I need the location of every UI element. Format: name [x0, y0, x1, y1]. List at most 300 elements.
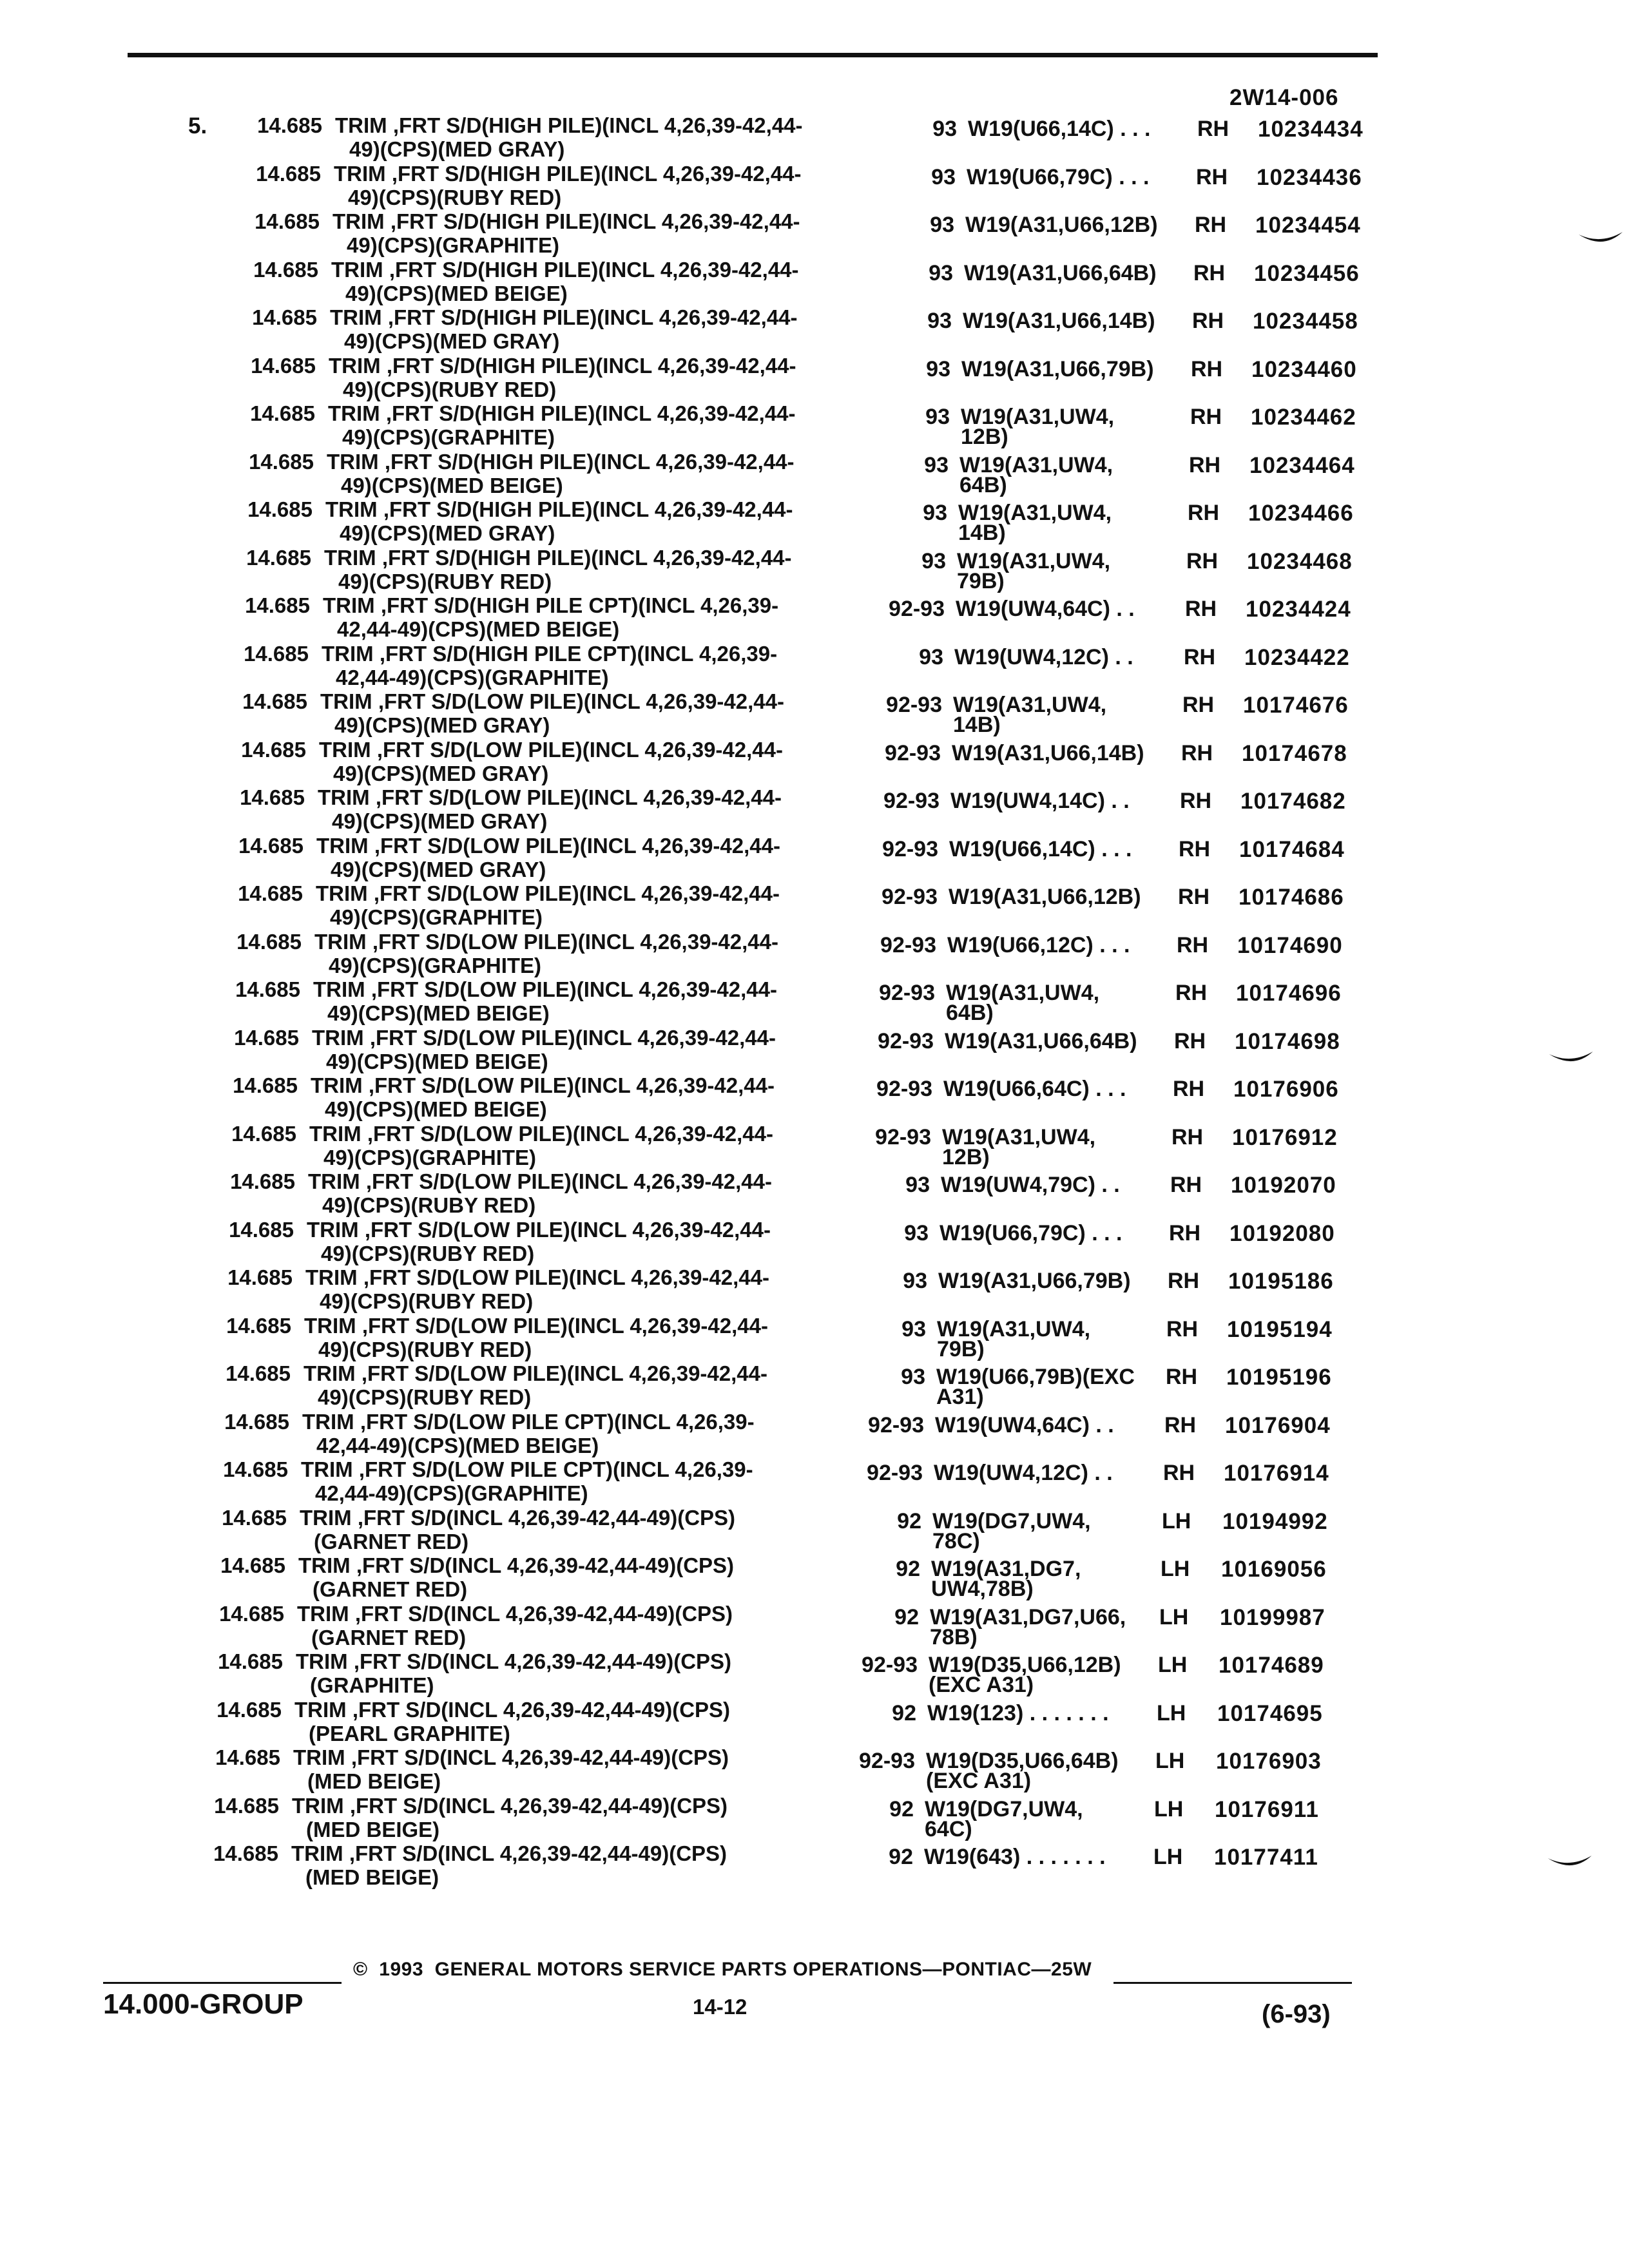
part-description [305, 1265, 847, 1313]
part-description [300, 1506, 841, 1553]
usage-line: (EXC A31) [929, 1673, 1034, 1697]
group-number: 14.685 [236, 929, 302, 954]
description-line: 42,44-49)(CPS)(MED BEIGE) [337, 617, 620, 641]
model-usage [965, 213, 1197, 237]
model-usage [931, 1557, 1163, 1601]
side-code: RH [1164, 1412, 1197, 1437]
side-code: RH [1179, 836, 1211, 861]
model-year: 93 [931, 164, 956, 189]
group-number: 14.685 [257, 113, 322, 137]
parts-row [0, 785, 1612, 834]
parts-row [0, 1553, 1592, 1602]
description-line: 49)(CPS)(GRAPHITE) [329, 953, 542, 977]
part-description [297, 1602, 838, 1649]
part-number: 10234434 [1258, 117, 1364, 142]
side-code: RH [1169, 1220, 1201, 1245]
part-number: 10176911 [1215, 1796, 1319, 1822]
side-code: RH [1171, 1124, 1204, 1149]
side-code: LH [1155, 1749, 1185, 1773]
part-number: 10174684 [1239, 836, 1345, 862]
part-description [302, 1410, 843, 1457]
description-line: 49)(CPS)(RUBY RED) [343, 377, 557, 401]
part-number: 10199987 [1220, 1604, 1325, 1630]
usage-line: W19(643) . . . . . . . [924, 1845, 1106, 1869]
copyright-line: © 1993 GENERAL MOTORS SERVICE PARTS OPERATIONS—PONTIAC—25W [353, 1959, 1092, 1980]
usage-line: W19(A31,UW4, [957, 548, 1111, 573]
description-line: 49)(CPS)(GRAPHITE) [330, 905, 543, 929]
usage-line: W19(A31,DG7,U66, [930, 1604, 1126, 1629]
description-line: TRIM ,FRT S/D(HIGH PILE)(INCL 4,26,39-42,44- [330, 305, 798, 329]
usage-line: W19(A31,UW4, [937, 1316, 1091, 1341]
side-code: RH [1173, 1077, 1205, 1101]
side-code: LH [1158, 1653, 1188, 1677]
model-year: 93 [925, 405, 950, 429]
usage-line: W19(DG7,UW4, [925, 1796, 1083, 1821]
side-code: RH [1185, 597, 1217, 621]
parts-row [0, 258, 1625, 306]
description-line: 49)(CPS)(RUBY RED) [338, 569, 552, 593]
model-year: 92 [897, 1508, 921, 1533]
description-line: 49)(CPS)(MED BEIGE) [345, 281, 568, 305]
group-number: 14.685 [222, 1505, 287, 1530]
parts-row [0, 1841, 1585, 1890]
group-number: 14.685 [242, 689, 307, 713]
side-code: RH [1196, 164, 1228, 189]
usage-line: 14B) [958, 521, 1006, 545]
description-line: 49)(CPS)(GRAPHITE) [323, 1145, 537, 1169]
part-description [327, 450, 868, 497]
part-number: 10177411 [1214, 1845, 1318, 1870]
model-year: 93 [919, 644, 943, 669]
description-line: 49)(CPS)(MED GRAY) [340, 521, 555, 545]
side-code: LH [1159, 1604, 1189, 1629]
side-code: RH [1189, 452, 1221, 477]
model-year: 92-93 [882, 885, 938, 909]
description-line: 49)(CPS)(MED GRAY) [334, 713, 550, 737]
model-year: 93 [926, 356, 950, 381]
description-line: 49)(CPS)(RUBY RED) [348, 185, 562, 209]
margin-mark [1577, 231, 1624, 247]
parts-row [0, 1169, 1602, 1218]
model-usage [949, 885, 1181, 909]
part-description [311, 1073, 852, 1121]
description-line: 49)(CPS)(MED BEIGE) [325, 1097, 547, 1121]
model-year: 92-93 [885, 740, 941, 765]
usage-line: W19(D35,U66,64B) [926, 1749, 1119, 1773]
model-usage [926, 1749, 1158, 1793]
parts-row [0, 930, 1608, 978]
parts-row [0, 1745, 1587, 1794]
group-number: 14.685 [241, 737, 306, 762]
description-line: TRIM ,FRT S/D(LOW PILE)(INCL 4,26,39-42,44- [320, 689, 784, 713]
group-number: 14.685 [255, 209, 320, 233]
parts-row [0, 1361, 1597, 1410]
side-code: RH [1184, 644, 1216, 669]
usage-line: 14B) [953, 713, 1001, 737]
part-description [316, 834, 858, 881]
parts-row [0, 1265, 1599, 1314]
parts-row [0, 834, 1610, 882]
model-usage [929, 1653, 1161, 1697]
group-number: 14.685 [227, 1265, 293, 1289]
description-line: TRIM ,FRT S/D(LOW PILE CPT)(INCL 4,26,39- [302, 1409, 755, 1434]
part-description [298, 1553, 840, 1601]
usage-line: A31) [936, 1385, 984, 1409]
part-number: 10234424 [1246, 597, 1351, 622]
part-number: 10195194 [1227, 1316, 1333, 1342]
part-description [291, 1841, 833, 1889]
description-line: TRIM ,FRT S/D(LOW PILE)(INCL 4,26,39-42,44- [307, 1217, 771, 1242]
part-number: 10174695 [1217, 1700, 1323, 1726]
group-number: 14.685 [235, 977, 300, 1001]
usage-line: 78C) [932, 1528, 980, 1553]
part-number: 10169056 [1221, 1557, 1327, 1582]
model-usage [964, 262, 1196, 285]
part-number: 10194992 [1222, 1508, 1328, 1534]
part-number: 10234436 [1257, 164, 1362, 190]
model-usage [934, 1461, 1166, 1485]
description-line: 49)(CPS)(RUBY RED) [321, 1241, 535, 1265]
model-usage [927, 1702, 1159, 1725]
usage-line: W19(A31,UW4, [953, 693, 1107, 717]
model-usage [954, 646, 1186, 669]
description-line: 49)(CPS)(RUBY RED) [322, 1193, 536, 1217]
group-number: 14.685 [215, 1745, 280, 1769]
model-usage [942, 1126, 1174, 1169]
description-line: 42,44-49)(CPS)(GRAPHITE) [336, 665, 609, 689]
part-number: 10234466 [1248, 501, 1354, 526]
part-number: 10234464 [1249, 452, 1355, 478]
model-year: 92 [894, 1604, 919, 1629]
description-line: TRIM ,FRT S/D(HIGH PILE CPT)(INCL 4,26,39- [322, 641, 778, 666]
parts-row [0, 1794, 1586, 1842]
usage-line: W19(UW4,64C) . . [935, 1412, 1114, 1437]
model-usage [950, 789, 1182, 813]
part-number: 10234458 [1253, 309, 1358, 334]
model-year: 92-93 [880, 932, 936, 957]
part-description [309, 1122, 851, 1169]
model-year: 92-93 [868, 1412, 924, 1437]
model-usage [947, 934, 1179, 957]
parts-list [0, 113, 1629, 1890]
page-number: 14-12 [693, 1995, 747, 2019]
part-description [301, 1457, 842, 1505]
group-number: 14.685 [231, 1121, 296, 1146]
part-number: 10234422 [1244, 644, 1350, 670]
group-number: 14.685 [253, 257, 318, 282]
usage-line: W19(123) . . . . . . . [927, 1700, 1109, 1725]
part-description [333, 209, 874, 257]
usage-line: W19(A31,U66,12B) [949, 885, 1141, 909]
side-code: RH [1177, 932, 1209, 957]
description-line: TRIM ,FRT S/D(HIGH PILE)(INCL 4,26,39-42,44- [324, 545, 792, 570]
model-usage [930, 1606, 1162, 1649]
side-code: RH [1166, 1365, 1198, 1389]
part-number: 10174678 [1242, 740, 1347, 766]
part-description [331, 258, 872, 305]
usage-line: W19(A31,U66,64B) [945, 1028, 1137, 1053]
model-year: 92-93 [876, 1077, 932, 1101]
parts-row [0, 546, 1618, 594]
part-description [314, 930, 856, 977]
usage-line: W19(D35,U66,12B) [929, 1653, 1121, 1677]
model-usage [940, 1222, 1171, 1245]
description-line: TRIM ,FRT S/D(INCL 4,26,39-42,44-49)(CPS) [297, 1601, 733, 1626]
description-line: TRIM ,FRT S/D(LOW PILE)(INCL 4,26,39-42,44- [309, 1121, 773, 1146]
part-description [334, 162, 875, 209]
usage-line: W19(A31,U66,79B) [961, 356, 1154, 381]
usage-line: W19(UW4,79C) . . [941, 1173, 1120, 1197]
side-code: RH [1197, 117, 1229, 141]
model-year: 92-93 [879, 981, 935, 1005]
model-usage [956, 597, 1188, 621]
model-usage [958, 501, 1190, 545]
part-number: 10176912 [1232, 1124, 1338, 1150]
description-line: TRIM ,FRT S/D(LOW PILE CPT)(INCL 4,26,39- [301, 1457, 753, 1481]
parts-row [0, 1314, 1598, 1362]
side-code: RH [1182, 693, 1215, 717]
model-year: 93 [901, 1316, 926, 1341]
usage-line: W19(A31,U66,14B) [952, 740, 1144, 765]
part-description [304, 1314, 845, 1361]
description-line: 42,44-49)(CPS)(GRAPHITE) [315, 1481, 588, 1505]
usage-line: W19(UW4,64C) . . [956, 597, 1135, 621]
usage-line: W19(A31,DG7, [931, 1557, 1081, 1581]
group-number: 14.685 [234, 1025, 299, 1050]
group-number: 14.685 [245, 593, 310, 617]
parts-row [0, 113, 1629, 162]
usage-line: W19(A31,U66,12B) [965, 213, 1158, 237]
side-code: LH [1162, 1508, 1191, 1533]
side-code: RH [1195, 213, 1227, 237]
description-line: 49)(CPS)(MED GRAY) [344, 329, 560, 353]
part-description [316, 881, 857, 929]
description-line: 49)(CPS)(GRAPHITE) [347, 233, 560, 257]
usage-line: 64B) [946, 1001, 994, 1025]
description-line: 49)(CPS)(MED GRAY) [333, 761, 549, 785]
description-line: TRIM ,FRT S/D(LOW PILE)(INCL 4,26,39-42,44- [311, 1073, 775, 1097]
usage-line: W19(A31,UW4, [946, 981, 1100, 1005]
part-number: 10192080 [1229, 1220, 1335, 1246]
model-year: 92-93 [883, 789, 940, 813]
model-usage [952, 742, 1184, 765]
usage-line: W19(U66,14C) . . . [968, 117, 1151, 141]
description-line: TRIM ,FRT S/D(LOW PILE)(INCL 4,26,39-42,44- [316, 833, 780, 858]
model-usage [963, 309, 1195, 333]
model-year: 92 [889, 1796, 914, 1821]
parts-row [0, 1457, 1595, 1506]
group-number: 14.685 [246, 545, 311, 570]
usage-line: W19(A31,UW4, [961, 405, 1115, 429]
usage-line: 79B) [957, 568, 1005, 593]
description-line: TRIM ,FRT S/D(HIGH PILE CPT)(INCL 4,26,39- [323, 593, 779, 617]
model-year: 92-93 [886, 693, 942, 717]
model-year: 92-93 [875, 1124, 931, 1149]
usage-line: W19(UW4,12C) . . [954, 644, 1133, 669]
side-code: RH [1188, 501, 1220, 525]
model-usage [924, 1845, 1156, 1869]
description-line: TRIM ,FRT S/D(INCL 4,26,39-42,44-49)(CPS) [291, 1841, 728, 1865]
description-line: 49)(CPS)(RUBY RED) [318, 1385, 532, 1409]
description-line: (GARNET RED) [311, 1625, 467, 1649]
usage-line: UW4,78B) [931, 1577, 1034, 1601]
group-number: 14.685 [213, 1841, 278, 1865]
group-number: 14.685 [224, 1409, 289, 1434]
model-year: 93 [924, 452, 949, 477]
parts-row [0, 977, 1607, 1026]
part-number: 10195196 [1226, 1365, 1332, 1390]
group-number: 14.685 [249, 449, 314, 474]
description-line: TRIM ,FRT S/D(HIGH PILE)(INCL 4,26,39-42,44- [333, 209, 800, 233]
model-usage [949, 838, 1181, 861]
usage-line: W19(A31,U66,14B) [963, 309, 1155, 333]
model-year: 92-93 [882, 836, 938, 861]
model-usage [943, 1077, 1175, 1101]
usage-line: 12B) [961, 425, 1008, 449]
group-label: 14.000-GROUP [103, 1988, 304, 2020]
description-line: TRIM ,FRT S/D(HIGH PILE)(INCL 4,26,39-42,44- [325, 497, 793, 521]
group-number: 14.685 [251, 353, 316, 378]
model-year: 93 [921, 548, 946, 573]
description-line: 49)(CPS)(MED BEIGE) [326, 1049, 548, 1073]
part-description [304, 1361, 845, 1409]
usage-line: (EXC A31) [926, 1769, 1032, 1793]
description-line: TRIM ,FRT S/D(LOW PILE)(INCL 4,26,39-42,44- [313, 977, 777, 1001]
model-usage [961, 405, 1193, 449]
side-code: RH [1174, 1028, 1206, 1053]
part-number: 10195186 [1228, 1269, 1334, 1294]
usage-line: W19(U66,12C) . . . [947, 932, 1130, 957]
side-code: RH [1163, 1461, 1195, 1485]
description-line: TRIM ,FRT S/D(HIGH PILE)(INCL 4,26,39-42,44- [334, 161, 802, 186]
part-description [325, 497, 867, 545]
side-code: RH [1186, 548, 1219, 573]
part-description [330, 305, 871, 353]
part-description [319, 738, 860, 785]
model-usage [936, 1365, 1168, 1409]
parts-row [0, 881, 1610, 930]
parts-row [0, 1122, 1603, 1170]
part-number: 10174686 [1239, 885, 1344, 910]
parts-row [0, 1506, 1594, 1554]
part-description [307, 1218, 848, 1265]
usage-line: W19(UW4,12C) . . [934, 1461, 1113, 1485]
description-line: 49)(CPS)(MED GRAY) [332, 809, 548, 833]
model-usage [946, 981, 1178, 1025]
model-usage [932, 1510, 1164, 1553]
parts-row [0, 738, 1613, 786]
model-year: 93 [905, 1173, 930, 1197]
part-number: 10174690 [1237, 932, 1343, 958]
model-year: 92-93 [859, 1749, 915, 1773]
parts-row [0, 1026, 1606, 1074]
part-number: 10174676 [1243, 693, 1349, 718]
model-usage [967, 166, 1199, 189]
description-line: (GARNET RED) [314, 1529, 469, 1553]
model-usage [953, 693, 1185, 737]
group-number: 14.685 [230, 1169, 295, 1193]
side-code: RH [1190, 405, 1222, 429]
group-number: 14.685 [250, 401, 315, 425]
description-line: (MED BEIGE) [307, 1769, 441, 1793]
part-number: 10176914 [1224, 1461, 1329, 1486]
usage-line: W19(U66,79B)(EXC [936, 1365, 1135, 1389]
description-line: (GRAPHITE) [310, 1673, 434, 1697]
parts-row [0, 450, 1621, 498]
part-number: 10234468 [1247, 548, 1353, 574]
side-code: RH [1168, 1269, 1200, 1293]
model-year: 93 [930, 213, 954, 237]
model-usage [925, 1798, 1157, 1841]
model-year: 92 [892, 1700, 916, 1725]
group-number: 14.685 [229, 1217, 294, 1242]
parts-row [0, 401, 1622, 450]
part-description [329, 354, 870, 401]
model-year: 92-93 [878, 1028, 934, 1053]
part-number: 10234454 [1255, 213, 1361, 238]
part-number: 10176904 [1225, 1412, 1331, 1438]
part-description [335, 113, 876, 161]
description-line: (MED BEIGE) [306, 1817, 440, 1841]
parts-row [0, 642, 1615, 690]
group-number: 14.685 [240, 785, 305, 809]
side-code: RH [1191, 356, 1223, 381]
group-number: 14.685 [226, 1361, 291, 1385]
description-line: 49)(CPS)(GRAPHITE) [342, 425, 555, 449]
side-code: RH [1193, 260, 1226, 285]
model-usage [935, 1414, 1167, 1437]
description-line: TRIM ,FRT S/D(LOW PILE)(INCL 4,26,39-42,44- [318, 785, 782, 809]
part-description [293, 1745, 834, 1793]
description-line: TRIM ,FRT S/D(LOW PILE)(INCL 4,26,39-42,44- [316, 881, 780, 905]
side-code: RH [1170, 1173, 1202, 1197]
parts-row [0, 354, 1623, 402]
description-line: TRIM ,FRT S/D(HIGH PILE)(INCL 4,26,39-42,44- [327, 449, 795, 474]
usage-line: 64C) [925, 1816, 972, 1841]
parts-row [0, 1698, 1588, 1746]
usage-line: W19(A31,U66,64B) [964, 260, 1157, 285]
part-description [294, 1698, 836, 1745]
description-line: (PEARL GRAPHITE) [309, 1721, 510, 1745]
description-line: TRIM ,FRT S/D(LOW PILE)(INCL 4,26,39-42,44- [304, 1361, 767, 1385]
part-description [328, 401, 869, 449]
part-number: 10174698 [1235, 1028, 1340, 1054]
usage-line: W19(A31,U66,79B) [938, 1269, 1131, 1293]
parts-row [0, 1649, 1590, 1698]
top-rule [128, 53, 1378, 57]
part-number: 10192070 [1231, 1173, 1336, 1198]
description-line: TRIM ,FRT S/D(INCL 4,26,39-42,44-49)(CPS) [292, 1793, 728, 1818]
usage-line: W19(A31,UW4, [942, 1124, 1096, 1149]
description-line: TRIM ,FRT S/D(LOW PILE)(INCL 4,26,39-42,44- [319, 737, 783, 762]
side-code: RH [1180, 789, 1212, 813]
part-number: 10234460 [1251, 356, 1357, 382]
side-code: RH [1192, 309, 1224, 333]
usage-line: W19(DG7,UW4, [932, 1508, 1091, 1533]
margin-mark [1547, 1854, 1593, 1871]
parts-row [0, 305, 1624, 354]
side-code: LH [1157, 1700, 1186, 1725]
item-number: 5. [188, 113, 207, 139]
model-usage [957, 550, 1189, 593]
usage-line: W19(U66,79C) . . . [967, 164, 1150, 189]
parts-row [0, 497, 1619, 546]
description-line: (GARNET RED) [313, 1577, 468, 1601]
model-usage [941, 1173, 1173, 1197]
description-line: TRIM ,FRT S/D(LOW PILE)(INCL 4,26,39-42,44- [312, 1025, 776, 1050]
part-number: 10174696 [1236, 981, 1342, 1006]
usage-line: 79B) [937, 1336, 985, 1361]
